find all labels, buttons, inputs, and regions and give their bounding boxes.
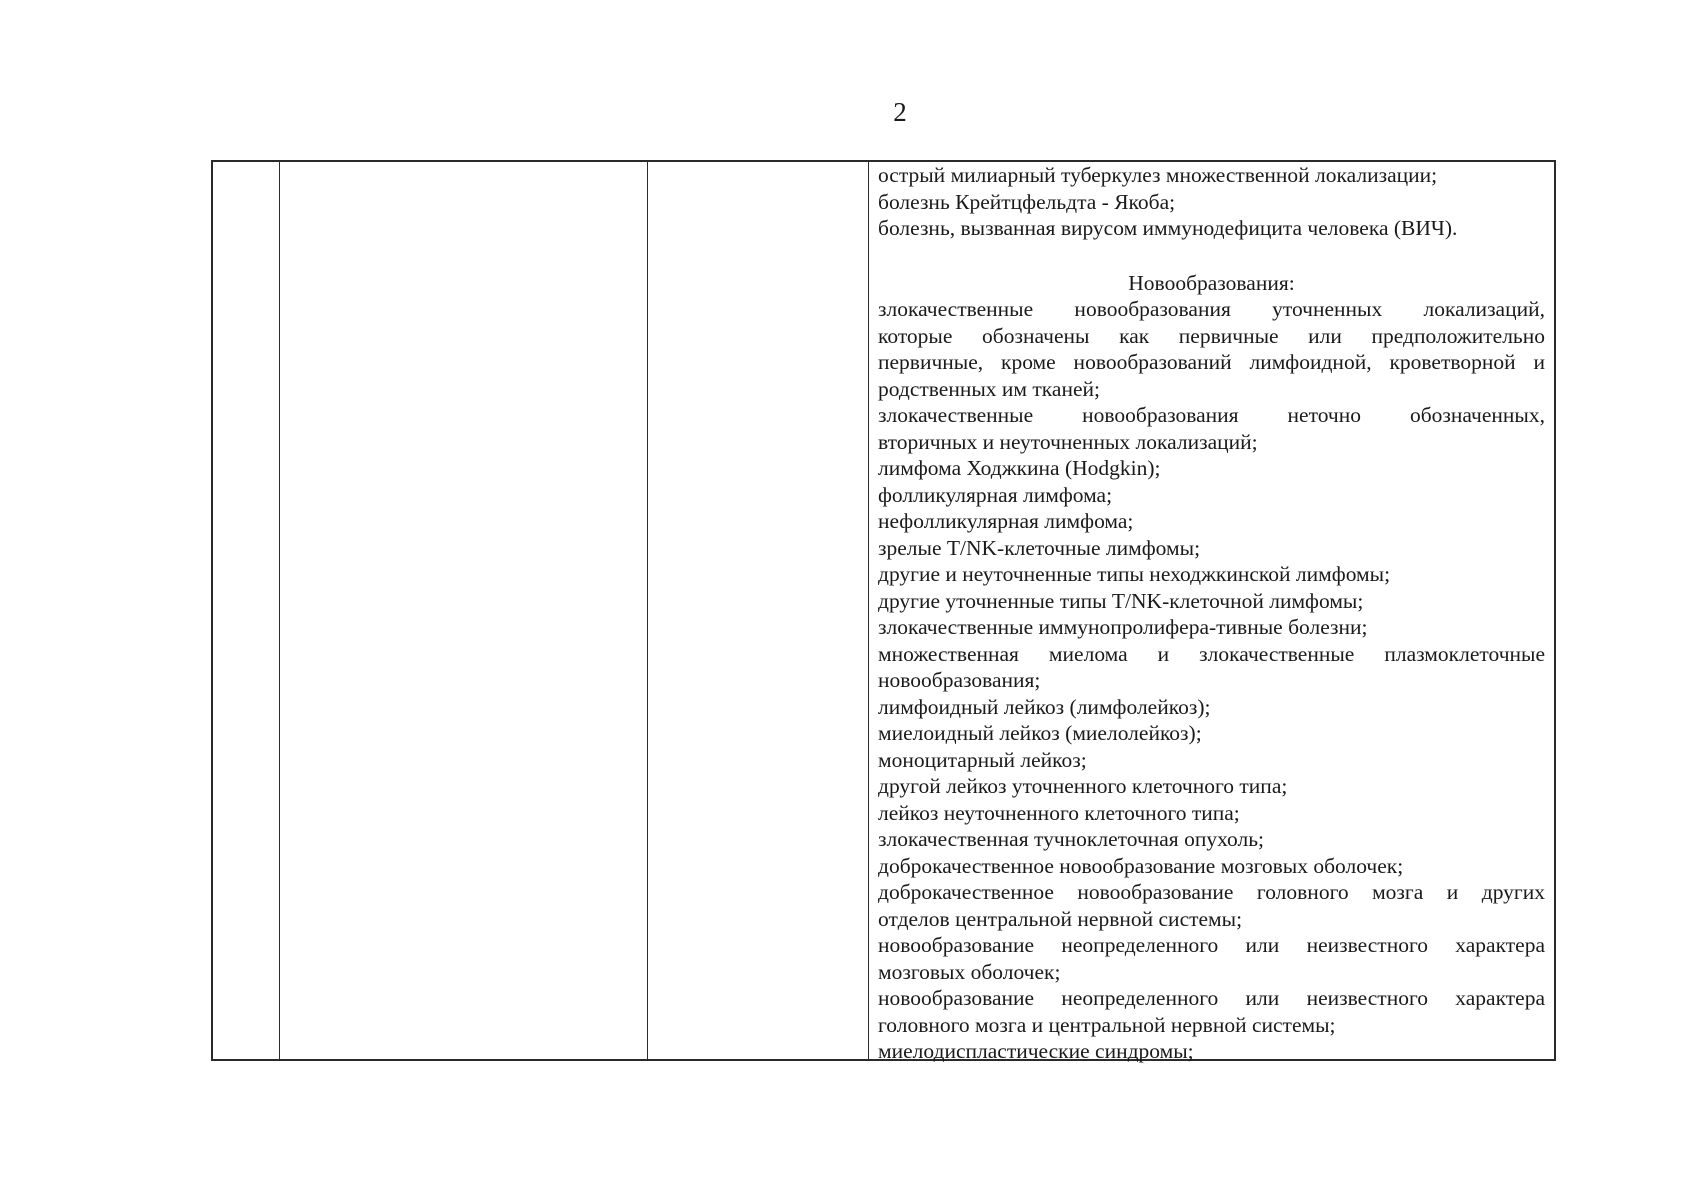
list-item: отделов центральной нервной системы; [878, 906, 1243, 931]
list-item: новообразование неопределенного или неизвестного характера [878, 933, 1545, 957]
list-item: новообразования; [878, 668, 1041, 692]
page-number: 2 [893, 97, 907, 127]
list-item: злокачественные иммунопролифера-тивные болезни; [878, 615, 1368, 639]
list-item: новообразование неопределенного или неизвестного характера [878, 986, 1545, 1010]
list-item: болезнь, вызванная вирусом иммунодефицита человека (ВИЧ). [878, 216, 1458, 240]
section-heading: Новообразования: [1128, 270, 1295, 295]
list-item: злокачественная тучноклеточная опухоль; [878, 827, 1264, 851]
list-item: лимфоидный лейкоз (лимфолейкоз); [878, 694, 1211, 719]
list-item: миелоидный лейкоз (миелолейкоз); [878, 721, 1202, 745]
list-item: множественная миелома и злокачественные плазмоклеточные [878, 641, 1545, 666]
list-item: лимфома Ходжкина (Hodgkin); [878, 456, 1161, 480]
list-item: мозговых оболочек; [878, 959, 1061, 984]
list-item: злокачественные новообразования неточно обозначенных, [878, 403, 1545, 427]
column-divider-1 [279, 162, 280, 1059]
list-item: зрелые T/NK-клеточные лимфомы; [878, 535, 1201, 560]
list-item: родственных им тканей; [878, 376, 1100, 401]
list-item: острый милиарный туберкулез множественной локализации; [878, 163, 1438, 187]
list-item: миелодиспластические синдромы; [878, 1039, 1194, 1063]
list-item: которые обозначены как первичные или предположительно [878, 323, 1545, 348]
column-divider-2 [647, 162, 648, 1059]
list-item: другие уточненные типы T/NK-клеточной лимфомы; [878, 588, 1364, 613]
document-table [211, 160, 1556, 1061]
disease-list-cell [878, 162, 1545, 1065]
list-item: доброкачественное новообразование мозговых оболочек; [878, 853, 1404, 878]
spacer [878, 242, 1545, 270]
list-item: вторичных и неуточненных локализаций; [878, 429, 1258, 454]
list-item: лейкоз неуточненного клеточного типа; [878, 800, 1240, 825]
list-item: злокачественные новообразования уточненных локализаций, [878, 297, 1545, 321]
list-item: другие и неуточненные типы неходжкинской лимфомы; [878, 562, 1391, 586]
list-item: болезнь Крейтцфельдта - Якоба; [878, 189, 1176, 214]
list-item: моноцитарный лейкоз; [878, 747, 1087, 772]
list-item: нефолликулярная лимфома; [878, 509, 1134, 533]
list-item: головного мозга и центральной нервной системы; [878, 1012, 1336, 1037]
column-divider-3 [868, 162, 869, 1059]
list-item: первичные, кроме новообразований лимфоидной, кроветворной и [878, 350, 1545, 374]
list-item: доброкачественное новообразование головного мозга и других [878, 880, 1545, 904]
list-item: другой лейкоз уточненного клеточного типа; [878, 774, 1288, 798]
list-item: фолликулярная лимфома; [878, 482, 1113, 507]
